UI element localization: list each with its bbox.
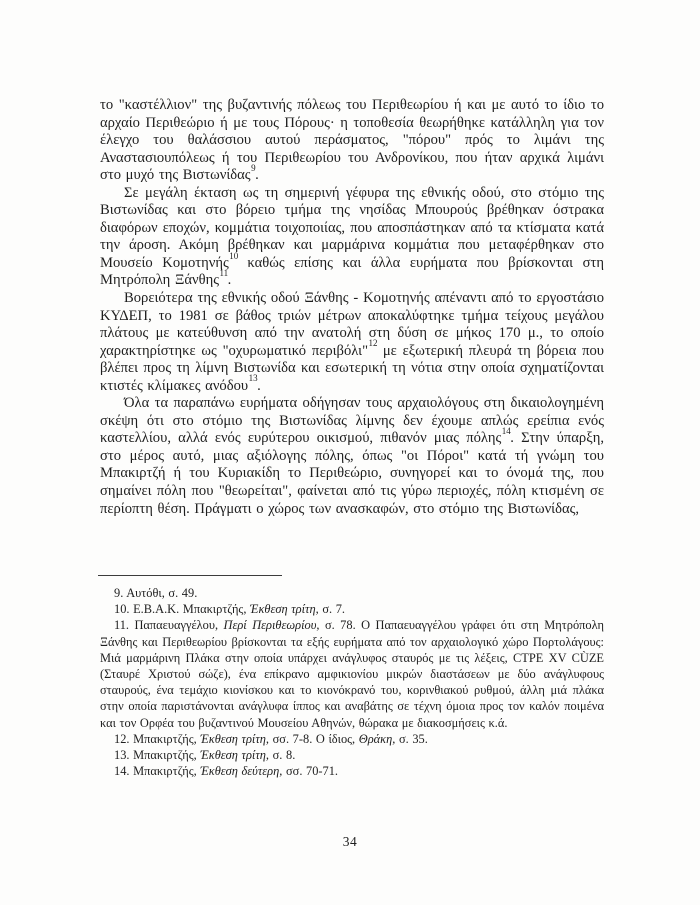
italic-title: Έκθεση τρίτη,	[250, 602, 319, 617]
footnote-ref: 9	[251, 162, 256, 173]
body-text	[100, 97, 604, 518]
body-paragraph: Βορειότερα της εθνικής οδού Ξάνθης - Κομοτηνής απέναντι από το εργοστάσιο ΚΥΔΕΠ, το 1981 σε βάθος τριών μέτρων αποκαλύφτηκε τμήμα τείχους μεγάλου πλάτους με κατεύθυνση από την ανατολή στη δύση σε μήκος 170 μ., το οποίο χαρακτηρίστηκε ως "οχυρωματικό περιβόλι"$^{12}$ με εξωτερική πλευρά τη βόρεια που βλέπει προς τη λίμνη Βιστωνίδα και εσωτερική τη νότια στην οποία σχηματίζονται κτιστές κλίμακες ανόδου$^{13}$.	[100, 290, 604, 394]
footnotes	[100, 585, 604, 779]
italic-title: Έκθεση δεύτερη,	[200, 764, 283, 779]
footnote-ref: 13	[248, 373, 258, 384]
footnote-item: 12. Μπακιρτζής, Έκθεση τρίτη, σσ. 7-8. Ο ίδιος, Θράκη, σ. 35.	[114, 731, 428, 746]
footnote-item: 13. Μπακιρτζής, Έκθεση τρίτη, σ. 8.	[114, 748, 296, 763]
footnote-ref: 14	[501, 426, 511, 437]
body-paragraph: Σε μεγάλη έκταση ως τη σημερινή γέφυρα της εθνικής οδού, στο στόμιο της Βιστωνίδας και στο βόρειο τμήμα της νησίδας Μπουρούς βρέθηκαν όστρακα διαφόρων εποχών, κομμάτια τοιχοποιίας, που αποσπάστηκαν από τα κτίσματα κατά την άροση. Ακόμη βρέθηκαν και μαρμάρινα κομμάτια που μεταφέρθηκαν στο Μουσείο Κομοτηνής$^{10}$ καθώς επίσης και άλλα ευρήματα που βρίσκονται στη Μητρόπολη Ξάνθης$^{11}$.	[100, 184, 604, 289]
footnote-ref: 12	[368, 338, 378, 349]
body-paragraph: το "καστέλλιον" της βυζαντινής πόλεως του Περιθεωρίου ή και με αυτό το ίδιο το αρχαίο Περιθεώριο ή με τους Πόρους· η τοποθεσία θεωρήθηκε κατάλληλη για τον έλεγχο του θαλάσσιου αυτού περάσματος, "πόρου" πρός το λιμάνι της Αναστασιουπόλεως ή του Περιθεωρίου του Ανδρονίκου, που ήταν αρχικά λιμάνι στο μυχό της Βιστωνίδας$^9$.	[100, 97, 604, 184]
italic-title: Θράκη,	[358, 731, 396, 746]
footnote-separator	[98, 575, 282, 576]
body-paragraph: Όλα τα παραπάνω ευρήματα οδήγησαν τους αρχαιολόγους στη δικαιολογημένη σκέψη ότι στο στόμιο της Βιστωνίδας λίμνης δεν έχουμε απλώς ερείπια ενός καστελλίου, αλλά ενός ευρύτερου οικισμού, πιθανόν μιας πόλης$^{14}$. Στην ύπαρξη, στο μέρος αυτό, μιας αξιόλογης πόλης, όπως "οι Πόροι" κατά τή γνώμη του Μπακιρτζή ή του Κυριακίδη το Περιθεώριο, συνηγορεί και το όνομά της, που σημαίνει πόλη που "θεωρείται", φαίνεται από τις γύρω περιοχές, πόλη κτισμένη σε περίοπτη θέση. Πράγματι ο χώρος των ανασκαφών, στο στόμιο της Βιστωνίδας,	[100, 395, 604, 517]
footnote-ref: 10	[229, 250, 239, 261]
italic-title: Έκθεση τρίτη,	[200, 748, 270, 763]
italic-title: Έκθεση τρίτη,	[200, 731, 270, 746]
footnote-item: 10. Ε.Β.Α.Κ. Μπακιρτζής, Έκθεση τρίτη, σ. 7.	[114, 602, 346, 617]
footnote-item: 9. Αυτόθι, σ. 49.	[114, 586, 198, 600]
page-number: 34	[342, 834, 358, 849]
footnote-ref: 11	[219, 268, 229, 279]
footnote-item: 14. Μπακιρτζής, Έκθεση δεύτερη, σσ. 70-71.	[114, 764, 339, 779]
italic-title: Περί Περιθεωρίου,	[223, 618, 320, 633]
footnote-item: 11. Παπαευαγγέλου, Περί Περιθεωρίου, σ. 78. Ο Παπαευαγγέλου γράφει ότι στη Μητρόπολη Ξάνθης και Περιθεωρίου βρίσκονται τα εξής ευρήματα από τον αρχαιολογικό χώρο Πορτολάγους: Μιά μαρμάρινη Πλάκα στην οποία υπάρχει ανάγλυφος σταυρός με τις λέξεις, CTPE XV CÙZE (Σταυρέ Χριστού σώζε), ένα επίκρανο αμφικιονίου μικρών διαστάσεων με δύο ανάγλυφους σταυρούς, ένα τεμάχιο κιονίσκου και το κιονόκρανό του, κορινθιακού ρυθμού, άλλη μιά πλάκα στην οποία παριστάνονται ανάγλυφα ίππος και αναβάτης σε τέχνη όμοια προς τον καλόν ποιμένα και τον Ορφέα του βυζαντινού Μουσείου Αθηνών, θώρακα με διακοσμήσεις κ.ά.	[100, 618, 604, 730]
